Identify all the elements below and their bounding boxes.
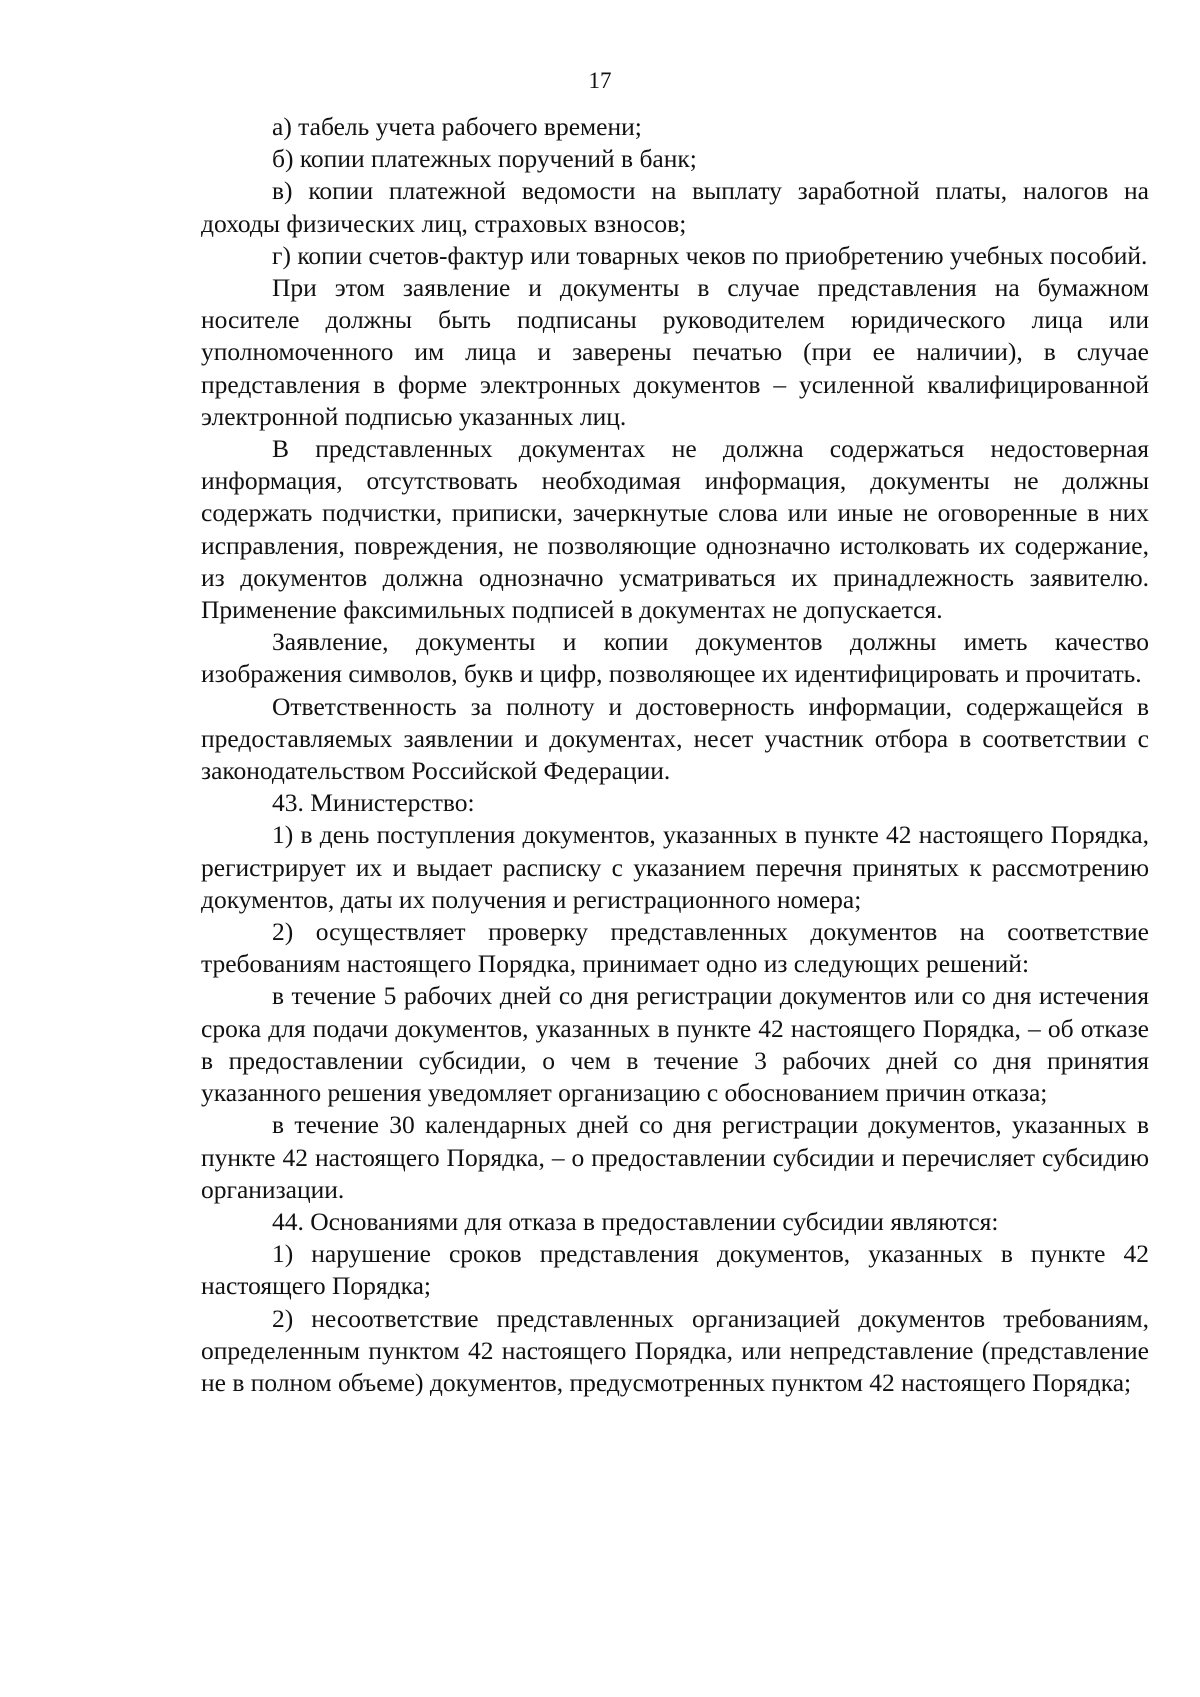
paragraph-section-44-heading: 44. Основаниями для отказа в предоставлении субсидии являются: xyxy=(272,1206,999,1236)
paragraph-43-item-2: 2) осуществляет проверку представленных документов на соответствие требованиям настоящего Порядка, принимает одно из следующих решений: xyxy=(201,917,1149,979)
paragraph-responsibility: Ответственность за полноту и достоверность информации, содержащейся в предоставляемых заявлении и документах, несет участник отбора в соответствии с законодательством Российской Федерации. xyxy=(201,691,1149,786)
paragraph-44-item-1: 1) нарушение сроков представления документов, указанных в пункте 42 настоящего Порядка; xyxy=(201,1239,1149,1301)
paragraph-signature-requirements: При этом заявление и документы в случае представления на бумажном носителе должны быть подписаны руководителем юридического лица или уполномоченного им лица и заверены печатью (при ее наличии), в случае представления в форме электронных документов – усиленной квалифицированной электронной подписью указанных лиц. xyxy=(201,273,1149,431)
paragraph-item-b: б) копии платежных поручений в банк; xyxy=(272,144,697,174)
paragraph-refusal-decision: в течение 5 рабочих дней со дня регистрации документов или со дня истечения срока для подачи документов, указанных в пункте 42 настоящего Порядка, – об отказе в предоставлении субсидии, о чем в течение 3 рабочих дней со дня принятия указанного решения уведомляет организацию с обоснованием причин отказа; xyxy=(201,981,1149,1108)
paragraph-item-a: а) табель учета рабочего времени; xyxy=(272,112,642,141)
paragraph-document-integrity: В представленных документах не должна содержаться недостоверная информация, отсутствовать необходимая информация, документы не должны содержать подчистки, приписки, зачеркнутые слова или иные не оговоренные в них исправления, повреждения, не позволяющие однозначно истолковать их содержание, из документов должна однозначно усматриваться их принадлежность заявителю. Применение факсимильных подписей в документах не допускается. xyxy=(201,434,1149,625)
paragraph-item-g: г) копии счетов-фактур или товарных чеков по приобретению учебных пособий. xyxy=(272,240,1148,270)
paragraph-section-43-heading: 43. Министерство: xyxy=(272,788,475,818)
paragraph-44-item-2: 2) несоответствие представленных организацией документов требованиям, определенным пунктом 42 настоящего Порядка, или непредставление (представление не в полном объеме) документов, предусмотренных пунктом 42 настоящего Порядка; xyxy=(201,1303,1149,1397)
paragraph-43-item-1: 1) в день поступления документов, указанных в пункте 42 настоящего Порядка, регистрирует их и выдает расписку с указанием перечня принятых к рассмотрению документов, даты их получения и регистрационного номера; xyxy=(201,820,1149,914)
paragraph-item-v: в) копии платежной ведомости на выплату заработной платы, налогов на доходы физических лиц, страховых взносов; xyxy=(201,176,1149,238)
paragraph-image-quality: Заявление, документы и копии документов должны иметь качество изображения символов, букв и цифр, позволяющее их идентифицировать и прочитать. xyxy=(201,627,1149,689)
page-number: 17 xyxy=(588,68,612,93)
document-body xyxy=(201,111,1149,1399)
paragraph-grant-decision: в течение 30 календарных дней со дня регистрации документов, указанных в пункте 42 настоящего Порядка, – о предоставлении субсидии и перечисляет субсидию организации. xyxy=(201,1110,1149,1204)
